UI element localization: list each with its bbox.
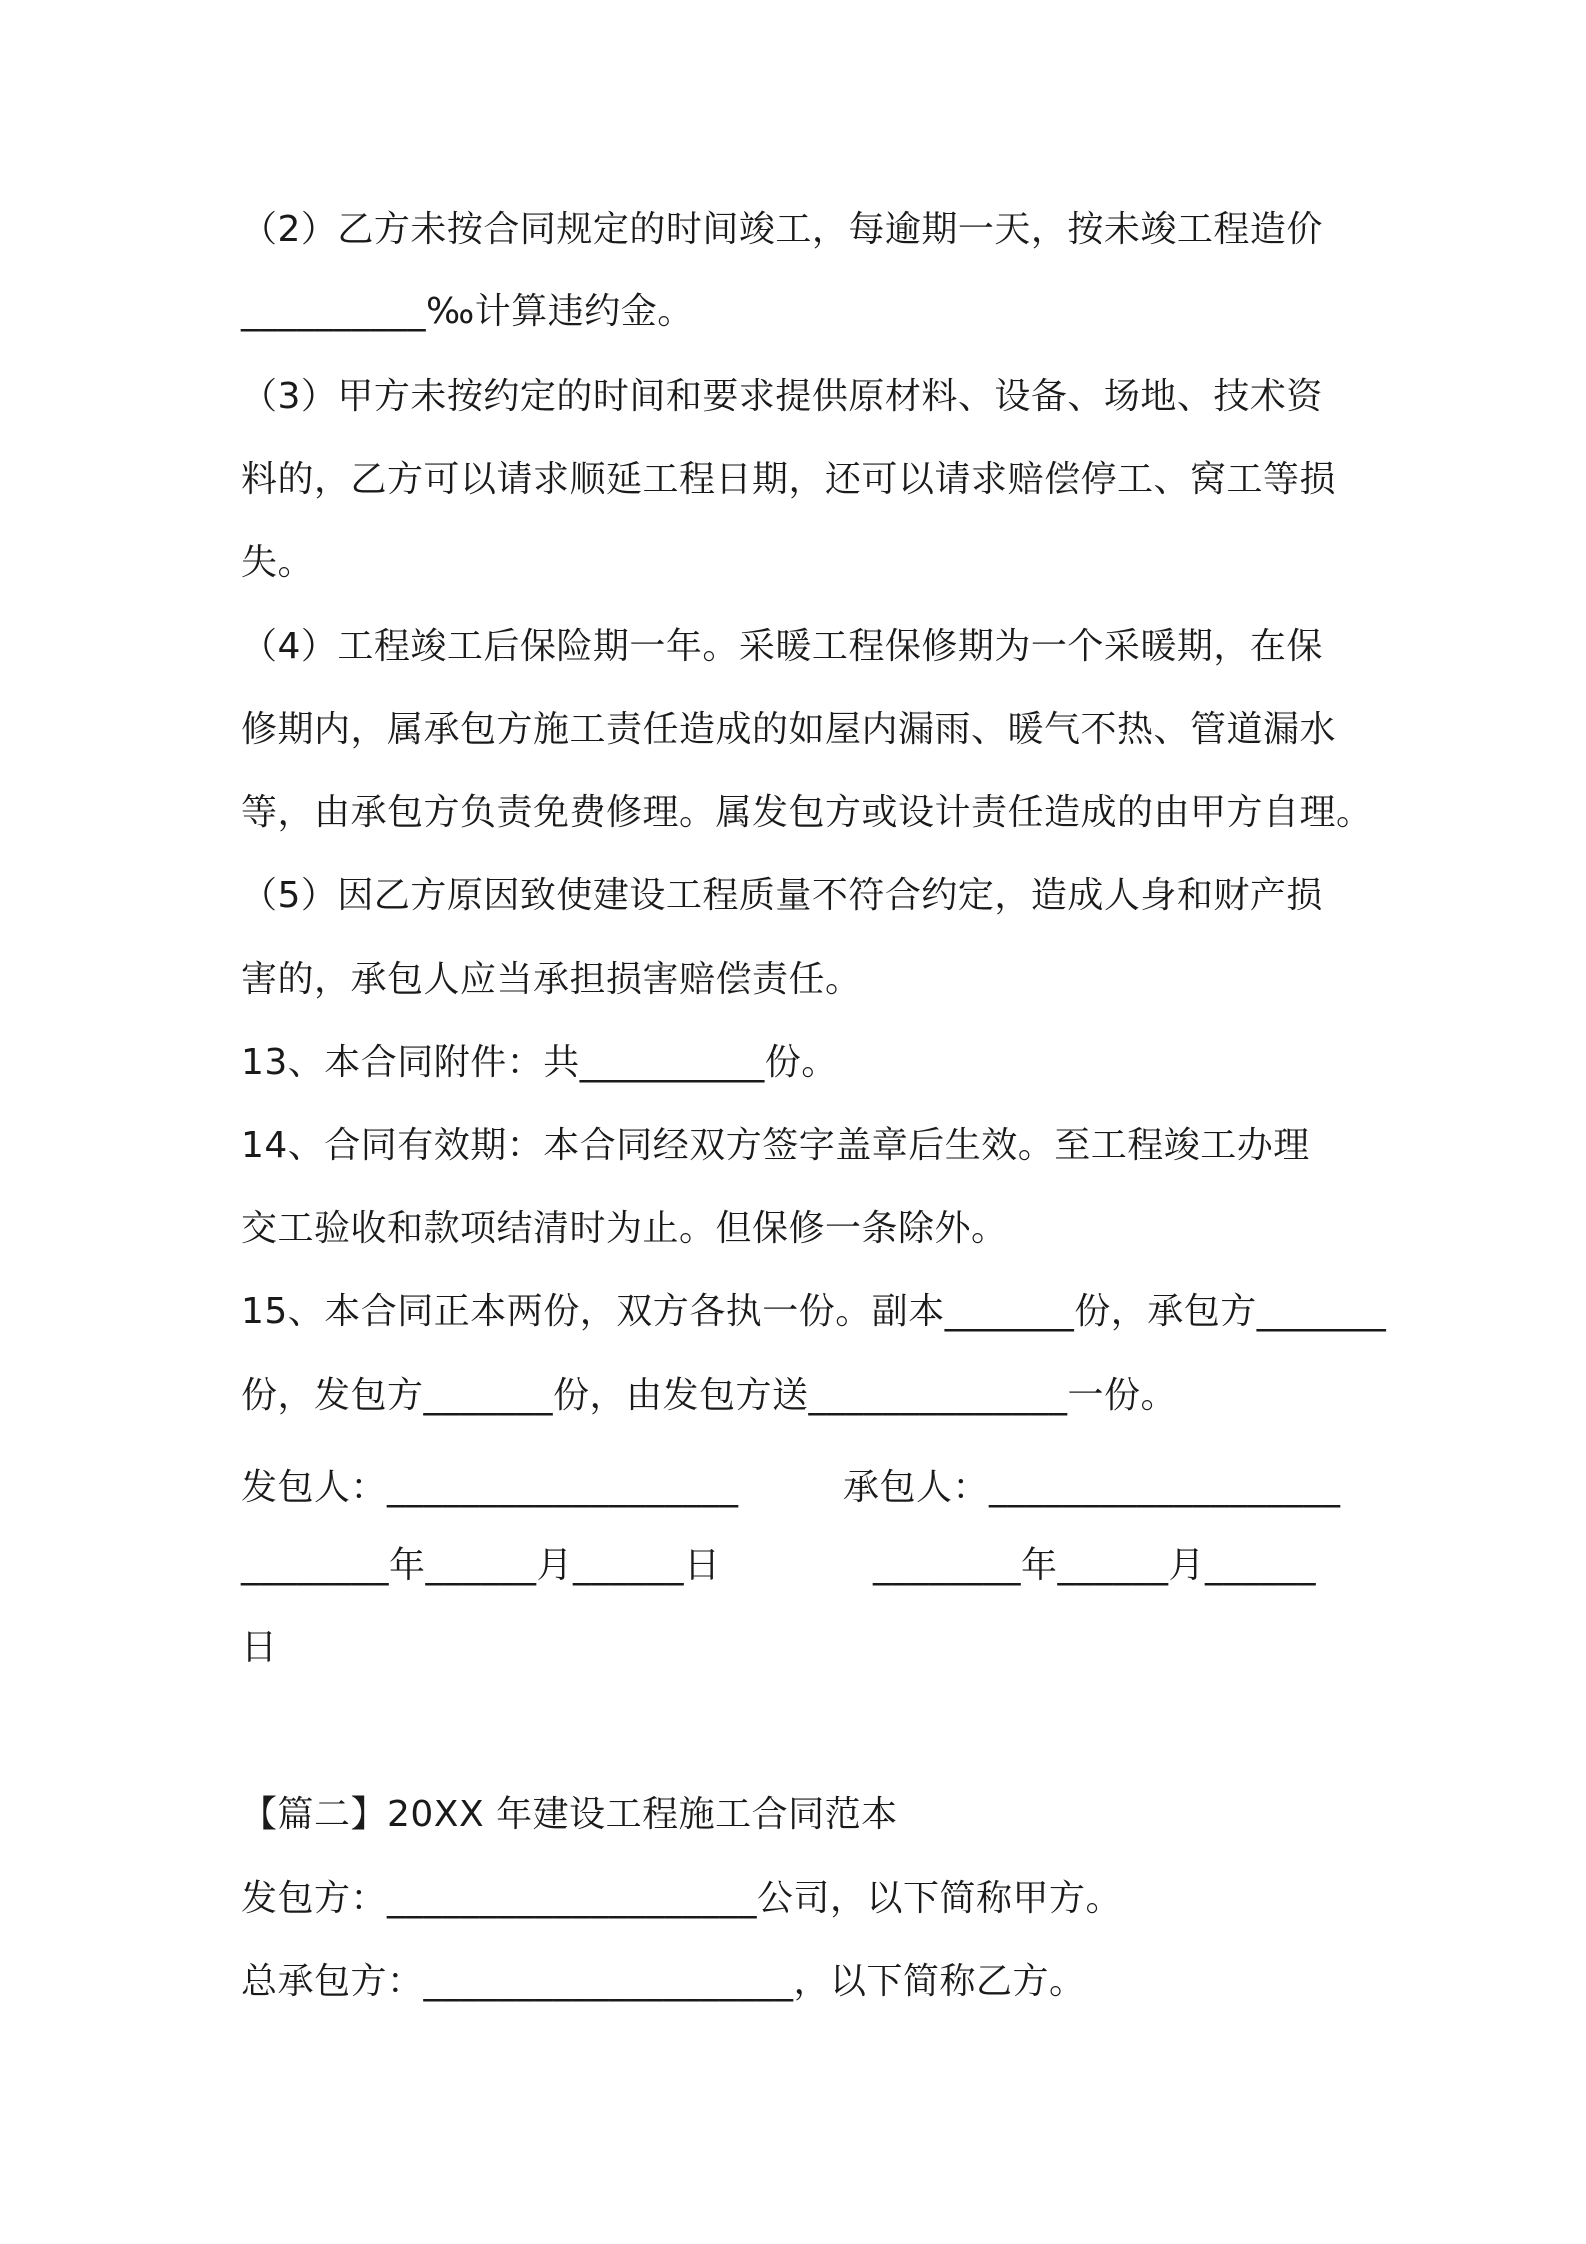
text-line: （3）甲方未按约定的时间和要求提供原材料、设备、场地、技术资 bbox=[241, 376, 1323, 417]
text-line: 失。 bbox=[241, 542, 315, 583]
builder-signature-line: 承包人：___________________ bbox=[843, 1467, 1341, 1508]
text-line: 修期内，属承包方施工责任造成的如屋内漏雨、暖气不热、管道漏水 bbox=[241, 709, 1337, 750]
text-line: 发包方：____________________公司，以下简称甲方。 bbox=[241, 1878, 1123, 1919]
section-heading: 【篇二】20XX 年建设工程施工合同范本 bbox=[241, 1794, 898, 1835]
contractor-signature-line: 发包人：___________________ bbox=[241, 1467, 739, 1508]
text-line: （2）乙方未按合同规定的时间竣工，每逾期一天，按未竣工程造价 bbox=[241, 209, 1323, 250]
builder-date-line: ________年______月______ bbox=[873, 1545, 1316, 1586]
text-line: （4）工程竣工后保险期一年。采暖工程保修期为一个采暖期，在保 bbox=[241, 626, 1323, 667]
builder-date-day: 日 bbox=[241, 1627, 278, 1668]
text-line: 交工验收和款项结清时为止。但保修一条除外。 bbox=[241, 1208, 1008, 1249]
contractor-date-line: ________年______月______日 bbox=[241, 1545, 721, 1586]
text-line: 总承包方：____________________，以下简称乙方。 bbox=[241, 1961, 1086, 2002]
text-line: 害的，承包人应当承担损害赔偿责任。 bbox=[241, 959, 862, 1000]
text-line: 料的，乙方可以请求顺延工程日期，还可以请求赔偿停工、窝工等损 bbox=[241, 459, 1337, 500]
text-line: （5）因乙方原因致使建设工程质量不符合约定，造成人身和财产损 bbox=[241, 875, 1323, 916]
text-line: 13、本合同附件：共__________份。 bbox=[241, 1042, 838, 1083]
text-line: 15、本合同正本两份，双方各执一份。副本_______份，承包方_______ bbox=[241, 1291, 1387, 1332]
text-line: 等，由承包方负责免费修理。属发包方或设计责任造成的由甲方自理。 bbox=[241, 792, 1373, 833]
text-line: 14、合同有效期：本合同经双方签字盖章后生效。至工程竣工办理 bbox=[241, 1125, 1310, 1166]
text-line: 份，发包方_______份，由发包方送______________一份。 bbox=[241, 1375, 1178, 1416]
text-line: __________‰计算违约金。 bbox=[241, 291, 694, 332]
